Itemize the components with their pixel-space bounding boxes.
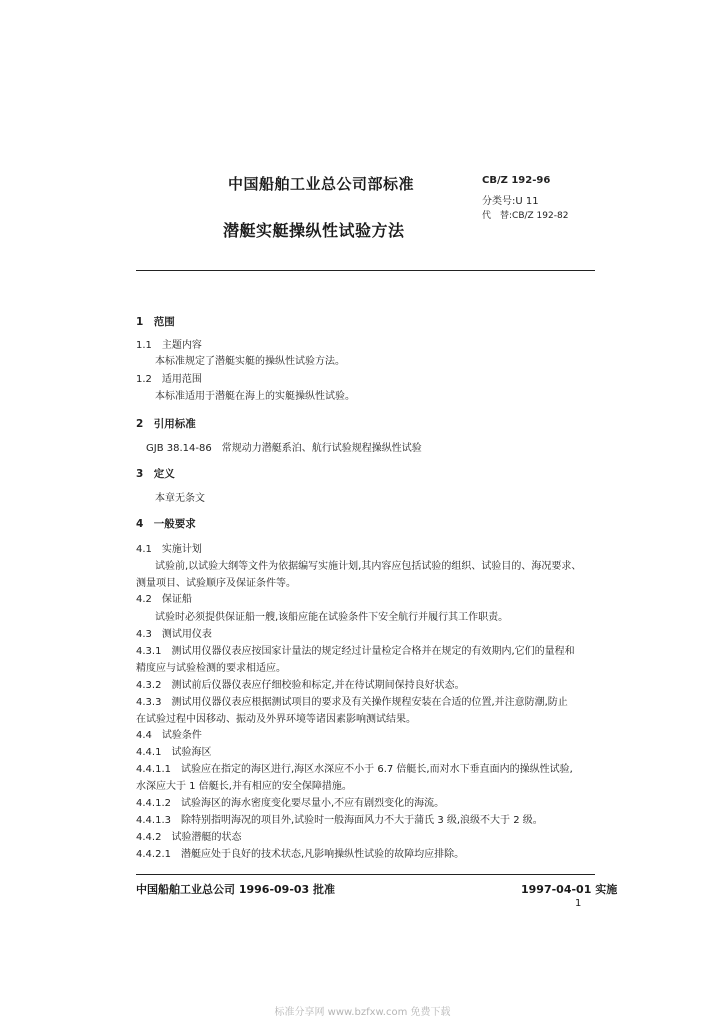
body-line: 4.4.1 试验海区 [136,747,212,758]
section-heading: 2 引用标准 [136,418,196,430]
body-line: 试验前,以试验大纲等文件为依据编写实施计划,其内容应包括试验的组织、试验目的、海况要求、 [155,561,582,572]
watermark-text: 标准分享网 www.bzfxw.com 免费下载 [274,1007,451,1018]
issuing-organization: 中国船舶工业总公司部标准 [228,175,415,193]
body-line: 4.4.1.1 试验应在指定的海区进行,海区水深应不小于 6.7 倍艇长,而对水下垂直面内的操纵性试验, [136,764,573,775]
section-heading: 1 范围 [136,316,175,328]
body-line: 4.4.2.1 潜艇应处于良好的技术状态,凡影响操纵性试验的故障均应排除。 [136,849,465,860]
body-line: 4.4 试验条件 [136,730,202,741]
page-number: 1 [575,898,582,909]
body-line: 本标准规定了潜艇实艇的操纵性试验方法。 [155,356,345,367]
section-heading: 3 定义 [136,468,175,480]
section-heading: 4 一般要求 [136,518,196,530]
replaced-standard: 代 替:CB/Z 192-82 [482,211,569,221]
footer-divider [136,874,595,875]
body-line: 4.1 实施计划 [136,544,202,555]
document-title: 潜艇实艇操纵性试验方法 [223,221,405,240]
body-line: 精度应与试验检测的要求相适应。 [136,663,286,674]
classification-number: 分类号:U 11 [482,196,539,207]
body-line: 4.3.2 测试前后仪器仪表应仔细校验和标定,并在待试期间保持良好状态。 [136,680,465,691]
body-line: 4.3.1 测试用仪器仪表应按国家计量法的规定经过计量检定合格并在规定的有效期内,它们的量程和 [136,646,575,657]
body-line: 1.1 主题内容 [136,340,202,351]
body-line: 试验时必须提供保证船一艘,该船应能在试验条件下安全航行并履行其工作职责。 [155,612,509,623]
body-line: 4.3.3 测试用仪器仪表应根据测试项目的要求及有关操作规程安装在合适的位置,并注意防潮,防止 [136,697,568,708]
body-line: 4.4.1.2 试验海区的海水密度变化要尽量小,不应有剧烈变化的海流。 [136,798,445,809]
body-line: 本章无条文 [155,493,205,504]
approval-date: 中国船舶工业总公司 1996-09-03 批准 [136,883,336,896]
body-line: GJB 38.14-86 常规动力潜艇系泊、航行试验规程操纵性试验 [146,443,422,454]
body-line: 本标准适用于潜艇在海上的实艇操纵性试验。 [155,391,355,402]
body-line: 1.2 适用范围 [136,374,202,385]
implementation-date: 1997-04-01 实施 [521,883,618,896]
body-line: 4.4.2 试验潜艇的状态 [136,832,242,843]
body-line: 4.4.1.3 除特别指明海况的项目外,试验时一般海面风力不大于蒲氏 3 级,浪级不大于 2 级。 [136,815,543,826]
body-line: 在试验过程中因移动、振动及外界环境等诸因素影响测试结果。 [136,714,416,725]
body-line: 水深应大于 1 倍艇长,并有相应的安全保障措施。 [136,781,352,792]
body-line: 测量项目、试验顺序及保证条件等。 [136,578,296,589]
body-line: 4.3 测试用仪表 [136,629,212,640]
standard-number: CB/Z 192-96 [482,175,551,186]
body-line: 4.2 保证船 [136,594,192,605]
